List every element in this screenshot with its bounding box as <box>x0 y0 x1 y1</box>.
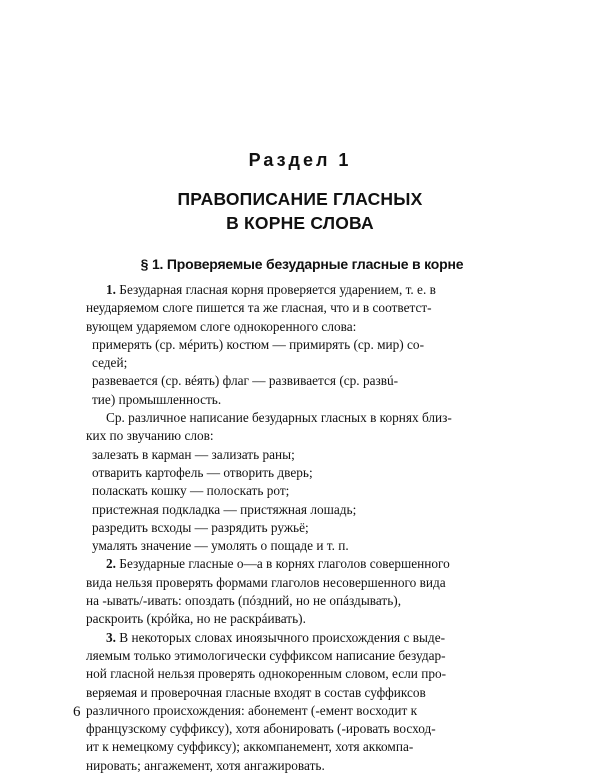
example-line <box>86 391 524 409</box>
line-text: ит к немецкому суффиксу); аккомпанемент, хотя аккомпа- <box>86 739 414 755</box>
body-line <box>86 427 524 445</box>
example-line <box>86 501 524 519</box>
body-line <box>86 299 524 317</box>
body-line <box>86 629 524 647</box>
item-number: 3. <box>106 629 116 645</box>
body-line <box>86 574 524 592</box>
section-title-line-2: В КОРНЕ СЛОВА <box>226 213 374 233</box>
section-title-line-1: ПРАВОПИСАНИЕ ГЛАСНЫХ <box>177 189 423 209</box>
body-line <box>86 555 524 573</box>
line-text: французскому суффиксу), хотя абонировать (-ировать восход- <box>86 721 436 737</box>
example-line <box>86 519 524 537</box>
line-text: Безударные гласные о—а в корнях глаголов совершенного <box>115 556 450 572</box>
page-number: 6 <box>73 704 81 720</box>
example-line <box>86 336 524 354</box>
line-text: В некоторых словах иноязычного происхождения с выде- <box>115 629 446 645</box>
section-title <box>0 187 600 235</box>
line-text: залезать в карман — зализать раны; <box>92 446 295 462</box>
body-line <box>86 318 524 336</box>
line-text: разредить всходы — разрядить ружьё; <box>92 519 309 535</box>
body-line <box>86 610 524 628</box>
line-text: отварить картофель — отворить дверь; <box>92 464 313 480</box>
body-text <box>86 281 524 775</box>
example-line <box>86 464 524 482</box>
line-text: Ср. различное написание безударных гласных в корнях близ- <box>106 410 452 426</box>
line-text: ляемым только этимологически суффиксом написание безудар- <box>86 647 446 663</box>
line-text: неударяемом слоге пишется та же гласная, что и в соответст- <box>86 300 432 316</box>
line-text: седей; <box>92 355 128 371</box>
line-text: примерять (ср. мéрить) костюм — примирять (ср. мир) со- <box>92 336 424 352</box>
item-number: 1. <box>106 282 116 297</box>
line-text: на -ывать/-ивать: опоздать (пóздний, но не опáздывать), <box>86 593 402 609</box>
example-line <box>86 372 524 390</box>
line-text: вующем ударяемом слоге однокоренного слова: <box>86 318 357 334</box>
section-label: Раздел 1 <box>248 150 352 170</box>
body-line <box>86 738 524 756</box>
item-number: 2. <box>106 556 116 572</box>
body-line <box>86 647 524 665</box>
body-line <box>86 720 524 738</box>
example-line <box>86 446 524 464</box>
body-line <box>86 665 524 683</box>
line-text: умалять значение — умолять о пощаде и т. п. <box>92 538 349 554</box>
paragraph-heading: § 1. Проверяемые безударные гласные в корне <box>140 256 464 272</box>
example-line <box>86 354 524 372</box>
line-text: Безударная гласная корня проверяется ударением, т. е. в <box>115 282 436 297</box>
line-text: ной гласной нельзя проверять однокоренным словом, если про- <box>86 666 447 682</box>
body-line <box>86 592 524 610</box>
line-text: нировать; ангажемент, хотя ангажировать. <box>86 757 325 773</box>
example-line <box>86 537 524 555</box>
body-line <box>86 702 524 720</box>
line-text: ких по звучанию слов: <box>86 428 214 444</box>
example-line <box>86 482 524 500</box>
line-text: пристежная подкладка — пристяжная лошадь; <box>92 501 357 517</box>
line-text: вида нельзя проверять формами глаголов несовершенного вида <box>86 574 446 590</box>
body-line <box>86 409 524 427</box>
body-line <box>86 757 524 775</box>
line-text: веряемая и проверочная гласные входят в состав суффиксов <box>86 684 426 700</box>
line-text: различного происхождения: абонемент (-емент восходит к <box>86 702 418 718</box>
line-text: поласкать кошку — полоскать рот; <box>92 483 290 499</box>
body-line <box>86 684 524 702</box>
line-text: тие) промышленность. <box>92 391 222 407</box>
body-line <box>86 281 524 299</box>
line-text: развевается (ср. вéять) флаг — развивается (ср. развú- <box>92 373 399 389</box>
line-text: раскроить (крóйка, но не раскрáивать). <box>86 611 306 627</box>
